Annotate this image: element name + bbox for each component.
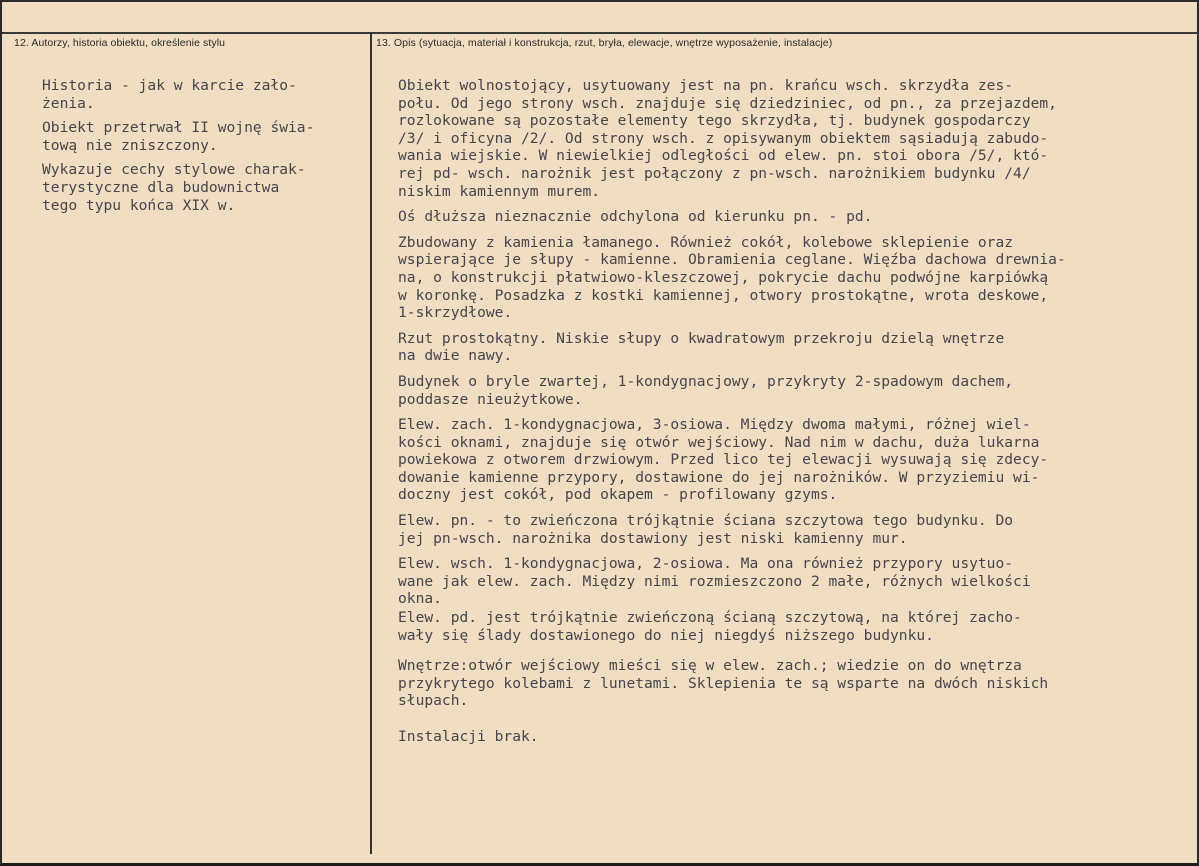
- massing-paragraph: Budynek o bryle zwartej, 1-kondygnacjowy, przykryty 2-spadowym dachem, poddasze nieużytkowe.: [398, 372, 1014, 408]
- column-divider: [370, 32, 372, 854]
- war-survival-paragraph: Obiekt przetrwał II wojnę świa- tową nie zniszczony.: [42, 119, 315, 154]
- south-elevation-paragraph: Elew. pd. jest trójkątnie zwieńczoną ścianą szczytową, na której zacho- wały się ślady dostawionego do niej niegdyś niższego budynku.: [398, 609, 1022, 644]
- material-paragraph: Zbudowany z kamienia łamanego. Również cokół, kolebowe sklepienie oraz wspierające je słupy - kamienne. Obramienia ceglane. Więźba dachowa drewnia- na, o konstrukcji płatwiowo-kleszczowej, pokrycie dachu podwójne karpiówką w koronkę. Posadzka z kostki kamiennej, otwory prostokątne, wrota deskowe, 1-skrzydłowe.: [398, 233, 1066, 322]
- history-paragraph: Historia - jak w karcie zało- żenia.: [42, 77, 297, 112]
- axis-paragraph: Oś dłuższa nieznacznie odchylona od kierunku pn. - pd.: [398, 208, 873, 226]
- section-12-header: 12. Autorzy, historia obiektu, określenie stylu: [14, 37, 226, 49]
- header-rule: [2, 32, 1199, 34]
- plan-paragraph: Rzut prostokątny. Niskie słupy o kwadratowym przekroju dzielą wnętrze na dwie nawy.: [398, 329, 1005, 365]
- section-13-header: 13. Opis (sytuacja, materiał i konstrukcja, rzut, bryła, elewacje, wnętrze wyposażenie, instalacje): [376, 37, 833, 49]
- situation-paragraph: Obiekt wolnostojący, usytuowany jest na pn. krańcu wsch. skrzydła zes- połu. Od jego strony wsch. znajduje się dziedziniec, od pn., za przejazdem, rozlokowane są pozostałe elementy tego skrzydła, tj. budynek gospodarczy /3/ i oficyna /2/. Od strony wsch. z opisywanym obiektem sąsiadują zabudo- wania wiejskie. W niewielkiej odległości od elew. pn. stoi obora /5/, któ- rej pd- wsch. narożnik jest połączony z pn-wsch. narożnikiem budynku /4/ niskim kamiennym murem.: [398, 77, 1057, 200]
- installations-paragraph: Instalacji brak.: [398, 728, 539, 745]
- west-elevation-paragraph: Elew. zach. 1-kondygnacjowa, 3-osiowa. Między dwoma małymi, różnej wiel- kości oknami, znajduje się otwór wejściowy. Nad nim w dachu, duża lukarna powiekowa z otworem drzwiowym. Przed lico tej elewacji wysuwają się zdecy- dowanie kamienne przypory, dostawione do jej narożników. W przyziemiu wi- doczny jest cokół, pod okapem - profilowany gzyms.: [398, 416, 1049, 504]
- east-elevation-paragraph: Elew. wsch. 1-kondygnacjowa, 2-osiowa. Ma ona również przypory usytuo- wane jak elew. zach. Między nimi rozmieszczono 2 małe, różnych wielkości okna.: [398, 555, 1031, 608]
- section-12-body: [42, 77, 362, 214]
- interior-paragraph: Wnętrze:otwór wejściowy mieści się w elew. zach.; wiedzie on do wnętrza przykrytego kolebami z lunetami. Sklepienia te są wsparte na dwóch niskich słupach.: [398, 657, 1049, 710]
- section-13-body: [398, 77, 1188, 746]
- north-elevation-paragraph: Elew. pn. - to zwieńczona trójkątnie ściana szczytowa tego budynku. Do jej pn-wsch. narożnika dostawiony jest niski kamienny mur.: [398, 512, 1014, 547]
- style-paragraph: Wykazuje cechy stylowe charak- terystyczne dla budownictwa tego typu końca XIX w.: [42, 161, 306, 214]
